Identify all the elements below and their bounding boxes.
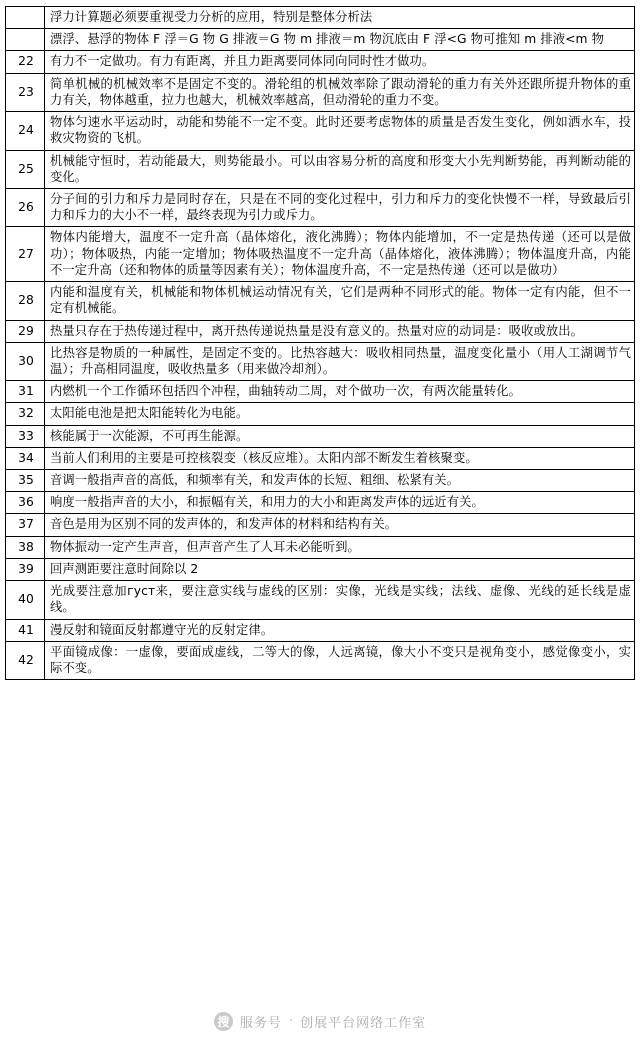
row-text: 分子间的引力和斥力是同时存在，只是在不同的变化过程中，引力和斥力的变化快慢不一样，导致最后引力和斥力的大小不一样，最终表现为引力或斥力。	[45, 188, 635, 226]
table-row	[6, 150, 635, 188]
row-text: 平面镜成像：一虚像，要面成虚线，二等大的像，人远离镜，像大小不变只是视角变小，感觉像变小，实际不变。	[45, 641, 635, 679]
row-number: 30	[6, 342, 45, 380]
table-row	[6, 51, 635, 73]
watermark-studio-label: 创展平台网络工作室	[300, 1015, 427, 1031]
table-row	[6, 320, 635, 342]
table-row	[6, 188, 635, 226]
row-text: 响度一般指声音的大小，和振幅有关，和用力的大小和距离发声体的远近有关。	[45, 492, 635, 514]
row-number: 25	[6, 150, 45, 188]
row-text: 核能属于一次能源，不可再生能源。	[45, 425, 635, 447]
row-number	[6, 7, 45, 29]
row-number: 32	[6, 403, 45, 425]
row-number: 29	[6, 320, 45, 342]
table-row	[6, 447, 635, 469]
table-row	[6, 425, 635, 447]
table-row	[6, 581, 635, 619]
row-text: 回声测距要注意时间除以 2	[45, 558, 635, 580]
table-row	[6, 619, 635, 641]
row-number: 34	[6, 447, 45, 469]
row-number: 35	[6, 470, 45, 492]
row-text: 内能和温度有关，机械能和物体机械运动情况有关，它们是两种不同形式的能。物体一定有内能，但不一定有机械能。	[45, 282, 635, 320]
row-text: 有力不一定做功。有力有距离，并且力距离要同体同向同时性才做功。	[45, 51, 635, 73]
row-number: 27	[6, 227, 45, 282]
table-row	[6, 470, 635, 492]
row-number: 22	[6, 51, 45, 73]
row-text: 物体匀速水平运动时，动能和势能不一定不变。此时还要考虑物体的质量是否发生变化，例如洒水车，投救灾物资的飞机。	[45, 112, 635, 150]
table-row	[6, 536, 635, 558]
table-row	[6, 558, 635, 580]
table-row	[6, 7, 635, 29]
row-text: 机械能守恒时，若动能最大，则势能最小。可以由容易分析的高度和形变大小先判断势能，再判断动能的变化。	[45, 150, 635, 188]
table-row	[6, 403, 635, 425]
table-row	[6, 381, 635, 403]
row-number: 37	[6, 514, 45, 536]
row-text: 当前人们利用的主要是可控核裂变（核反应堆）。太阳内部不断发生着核聚变。	[45, 447, 635, 469]
table-row	[6, 112, 635, 150]
row-text: 内燃机一个工作循环包括四个冲程，曲轴转动二周，对个做功一次，有两次能量转化。	[45, 381, 635, 403]
row-number: 36	[6, 492, 45, 514]
table-row	[6, 73, 635, 111]
row-number: 39	[6, 558, 45, 580]
row-text: 太阳能电池是把太阳能转化为电能。	[45, 403, 635, 425]
row-number: 33	[6, 425, 45, 447]
table-row	[6, 227, 635, 282]
row-text: 浮力计算题必须要重视受力分析的应用，特别是整体分析法	[45, 7, 635, 29]
row-text: 热量只存在于热传递过程中，离开热传递说热量是没有意义的。热量对应的动词是：吸收或放出。	[45, 320, 635, 342]
row-text: 光成要注意加густ来，要注意实线与虚线的区别：实像，光线是实线；法线、虚像、光线的延长线是虚线。	[45, 581, 635, 619]
watermark-service-label: 服务号	[239, 1015, 282, 1031]
row-text: 简单机械的机械效率不是固定不变的。滑轮组的机械效率除了跟动滑轮的重力有关外还跟所提升物体的重力有关，物体越重，拉力也越大，机械效率越高，但动滑轮的重力不变。	[45, 73, 635, 111]
row-text: 音色是用为区别不同的发声体的，和发声体的材料和结构有关。	[45, 514, 635, 536]
row-number: 42	[6, 641, 45, 679]
row-text: 物体内能增大，温度不一定升高（晶体熔化，液化沸腾）；物体内能增加，不一定是热传递（还可以是做功）；物体吸热，内能一定增加；物体吸热温度不一定升高（晶体熔化，液体沸腾）；物体温度升高，内能不一定升高（还和物体的质量等因素有关）；物体温度升高，不一定是热传递（还可以是做功）	[45, 227, 635, 282]
table-row	[6, 29, 635, 51]
table-row	[6, 282, 635, 320]
row-text: 音调一般指声音的高低，和频率有关，和发声体的长短、粗细、松紧有关。	[45, 470, 635, 492]
row-number: 23	[6, 73, 45, 111]
row-number: 40	[6, 581, 45, 619]
watermark	[0, 1008, 640, 1034]
search-icon: 搜	[214, 1012, 233, 1031]
row-number: 31	[6, 381, 45, 403]
row-number: 28	[6, 282, 45, 320]
row-text: 漫反射和镜面反射都遵守光的反射定律。	[45, 619, 635, 641]
table-body	[6, 7, 635, 680]
row-number	[6, 29, 45, 51]
row-number: 26	[6, 188, 45, 226]
row-number: 24	[6, 112, 45, 150]
row-text: 比热容是物质的一种属性，是固定不变的。比热容越大：吸收相同热量，温度变化量小（用人工湖调节气温）；升高相同温度，吸收热量多（用来做冷却剂）。	[45, 342, 635, 380]
table-row	[6, 492, 635, 514]
row-number: 38	[6, 536, 45, 558]
table-row	[6, 342, 635, 380]
table-row	[6, 514, 635, 536]
row-text: 物体振动一定产生声音，但声音产生了人耳未必能听到。	[45, 536, 635, 558]
physics-notes-table	[5, 6, 635, 680]
row-text: 漂浮、悬浮的物体 F 浮＝G 物 G 排液＝G 物 m 排液＝m 物沉底由 F 浮<G 物可推知 m 排液<m 物	[45, 29, 635, 51]
table-row	[6, 641, 635, 679]
row-number: 41	[6, 619, 45, 641]
watermark-separator: ·	[288, 1013, 294, 1029]
